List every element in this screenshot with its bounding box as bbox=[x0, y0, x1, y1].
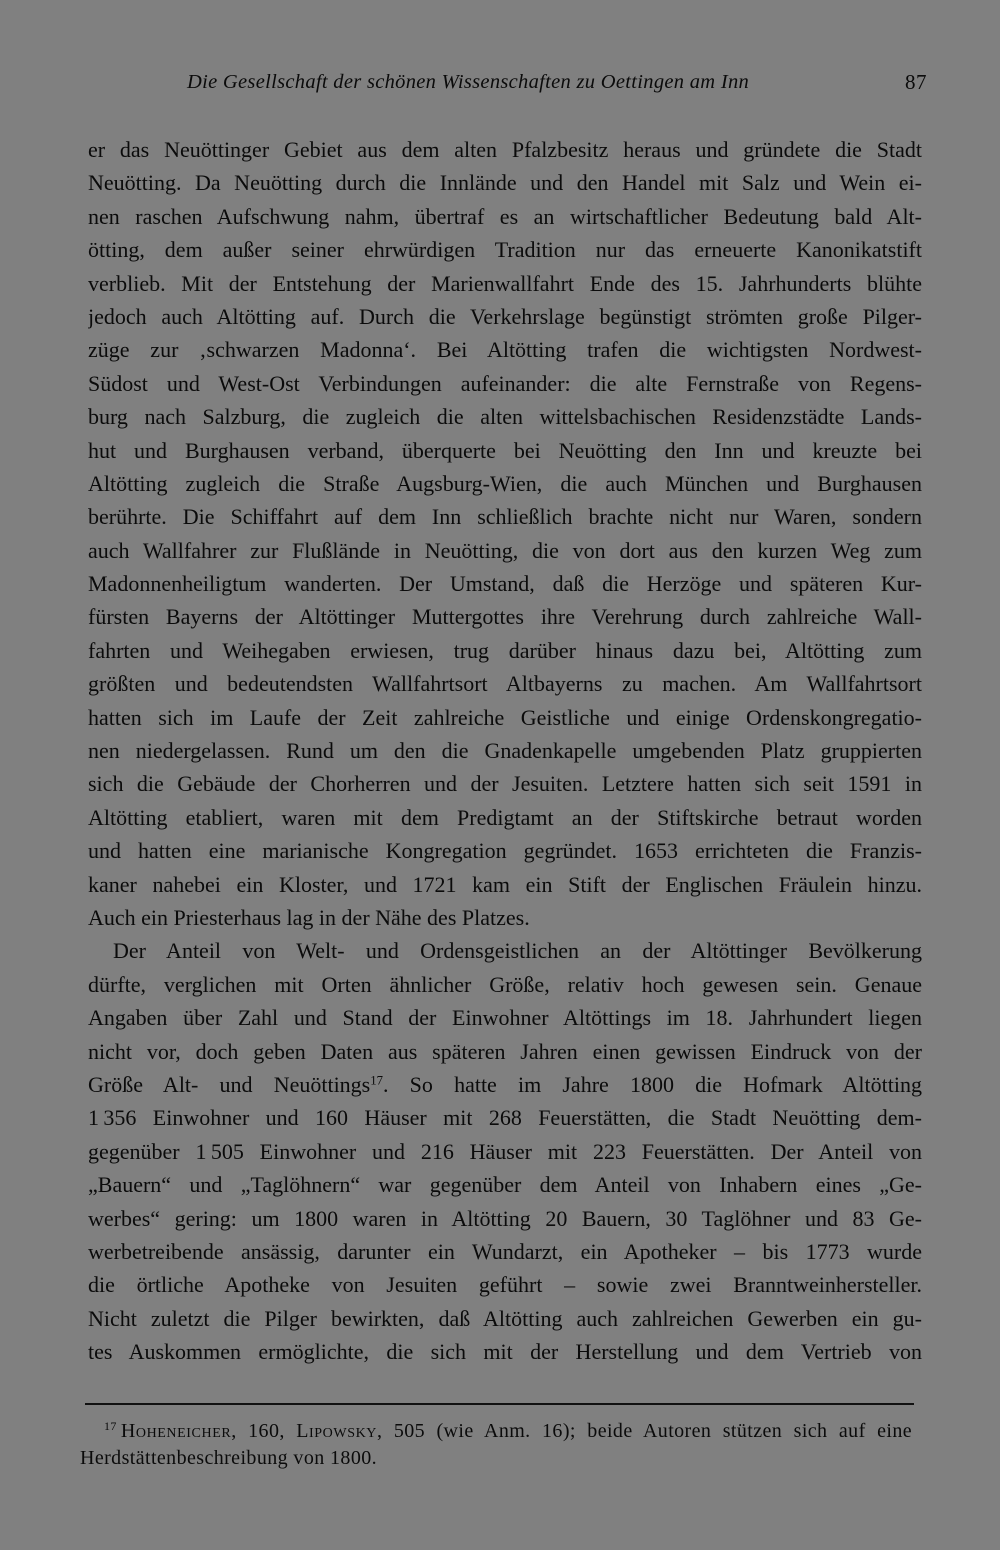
text-segment: . So hatte im Jahre 1800 die Hofmark Altötting bbox=[383, 1071, 922, 1097]
text-line: hatten sich im Laufe der Zeit zahlreiche Geistliche und einige Ordenskongregatio- bbox=[88, 704, 922, 730]
footnote-number: 17 bbox=[104, 1419, 117, 1434]
text-line: fahrten und Weihegaben erwiesen, trug darüber hinaus dazu bei, Altötting zum bbox=[88, 637, 922, 663]
text-line: tes Auskommen ermöglichte, die sich mit der Herstellung und dem Vertrieb von bbox=[88, 1339, 922, 1365]
text-line: berührte. Die Schiffahrt auf dem Inn schließlich brachte nicht nur Waren, sondern bbox=[88, 504, 922, 530]
text-line: sich die Gebäude der Chorherren und der Jesuiten. Letztere hatten sich seit 1591 in bbox=[88, 771, 922, 797]
text-line: fürsten Bayerns der Altöttinger Muttergottes ihre Verehrung durch zahlreiche Wall- bbox=[88, 604, 922, 630]
footnote-author: Hoheneicher bbox=[120, 1420, 232, 1442]
text-segment: Größe Alt- und Neuöttings bbox=[88, 1071, 371, 1097]
text-line: größten und bedeutendsten Wallfahrtsort Altbayerns zu machen. Am Wallfahrtsort bbox=[88, 671, 922, 697]
footnote-divider bbox=[85, 1403, 914, 1405]
text-line: werbes“ gering: um 1800 waren in Altötting 20 Bauern, 30 Taglöhner und 83 Ge- bbox=[88, 1205, 922, 1231]
text-line: Auch ein Priesterhaus lag in der Nähe des Platzes. bbox=[88, 904, 530, 930]
running-title: Die Gesellschaft der schönen Wissenschaften zu Oettingen am Inn bbox=[187, 71, 750, 93]
text-line: Neuötting. Da Neuötting durch die Innlände und den Handel mit Salz und Wein ei- bbox=[88, 170, 922, 196]
text-line: Altötting zugleich die Straße Augsburg-Wien, die auch München und Burghausen bbox=[88, 470, 922, 496]
text-line: Altötting etabliert, waren mit dem Predigtamt an der Stiftskirche betraut worden bbox=[88, 804, 922, 830]
footnote-17 bbox=[80, 1418, 912, 1472]
text-line: verblieb. Mit der Entstehung der Marienwallfahrt Ende des 15. Jahrhunderts blühte bbox=[88, 270, 922, 296]
text-line: züge zur ‚schwarzen Madonna‘. Bei Altötting trafen die wichtigsten Nordwest- bbox=[88, 337, 922, 363]
footnote-line bbox=[80, 1418, 912, 1445]
text-line: nicht vor, doch geben Daten aus späteren Jahren einen gewissen Eindruck von der bbox=[88, 1038, 922, 1064]
text-line: gegenüber 1 505 Einwohner und 216 Häuser mit 223 Feuerstätten. Der Anteil von bbox=[88, 1138, 922, 1164]
body-text bbox=[88, 133, 922, 1368]
footnote-author: Lipowsky bbox=[296, 1420, 377, 1442]
text-line: auch Wallfahrer zur Flußlände in Neuötting, die von dort aus den kurzen Weg zum bbox=[88, 537, 922, 563]
paragraph-1 bbox=[88, 133, 922, 934]
text-line: dürfte, verglichen mit Orten ähnlicher Größe, relativ hoch gewesen sein. Genaue bbox=[88, 971, 922, 997]
paragraph-2 bbox=[88, 934, 922, 1368]
text-line: „Bauern“ und „Taglöhnern“ war gegenüber dem Anteil von Inhabern eines „Ge- bbox=[88, 1172, 922, 1198]
text-line: kaner nahebei ein Kloster, und 1721 kam ein Stift der Englischen Fräulein hinzu. bbox=[88, 871, 922, 897]
text-line: hut und Burghausen verband, überquerte bei Neuötting den Inn und kreuzte bei bbox=[88, 437, 922, 463]
text-line: Der Anteil von Welt- und Ordensgeistlichen an der Altöttinger Bevölkerung bbox=[113, 938, 922, 964]
text-line: Madonnenheiligtum wanderten. Der Umstand, daß die Herzöge und späteren Kur- bbox=[88, 571, 922, 597]
text-line: nen raschen Aufschwung nahm, übertraf es an wirtschaftlicher Bedeutung bald Alt- bbox=[88, 203, 922, 229]
text-line: burg nach Salzburg, die zugleich die alten wittelsbachischen Residenzstädte Lands- bbox=[88, 404, 922, 430]
text-line: nen niedergelassen. Rund um den die Gnadenkapelle umgebenden Platz gruppierten bbox=[88, 738, 922, 764]
text-line: 1 356 Einwohner und 160 Häuser mit 268 Feuerstätten, die Stadt Neuötting dem- bbox=[88, 1105, 922, 1131]
footnote-citation: , 505 (wie Anm. 16); beide Autoren stützen sich auf eine bbox=[377, 1420, 912, 1442]
text-line: Südost und West-Ost Verbindungen aufeinander: die alte Fernstraße von Regens- bbox=[88, 370, 922, 396]
footnote-citation: , 160, bbox=[231, 1420, 297, 1442]
footnote-reference[interactable]: 17 bbox=[370, 1073, 383, 1088]
page-number: 87 bbox=[905, 70, 927, 94]
text-line: jedoch auch Altötting auf. Durch die Verkehrslage begünstigt strömten große Pilger- bbox=[88, 303, 922, 329]
text-line: die örtliche Apotheke von Jesuiten geführt – sowie zwei Branntweinhersteller. bbox=[88, 1272, 922, 1298]
text-line-with-footnote-ref bbox=[88, 1068, 922, 1101]
footnote-line: Herdstättenbeschreibung von 1800. bbox=[80, 1447, 378, 1469]
text-line: ötting, dem außer seiner ehrwürdigen Tradition nur das erneuerte Kanonikatstift bbox=[88, 237, 922, 263]
text-line: Angaben über Zahl und Stand der Einwohner Altöttings im 18. Jahrhundert liegen bbox=[88, 1005, 922, 1031]
text-line: und hatten eine marianische Kongregation gegründet. 1653 errichteten die Franzis- bbox=[88, 838, 922, 864]
text-line: Nicht zuletzt die Pilger bewirkten, daß Altötting auch zahlreichen Gewerben ein gu- bbox=[88, 1305, 922, 1331]
text-line: werbetreibende ansässig, darunter ein Wundarzt, ein Apotheker – bis 1773 wurde bbox=[88, 1238, 922, 1264]
text-line: er das Neuöttinger Gebiet aus dem alten Pfalzbesitz heraus und gründete die Stadt bbox=[88, 137, 922, 162]
